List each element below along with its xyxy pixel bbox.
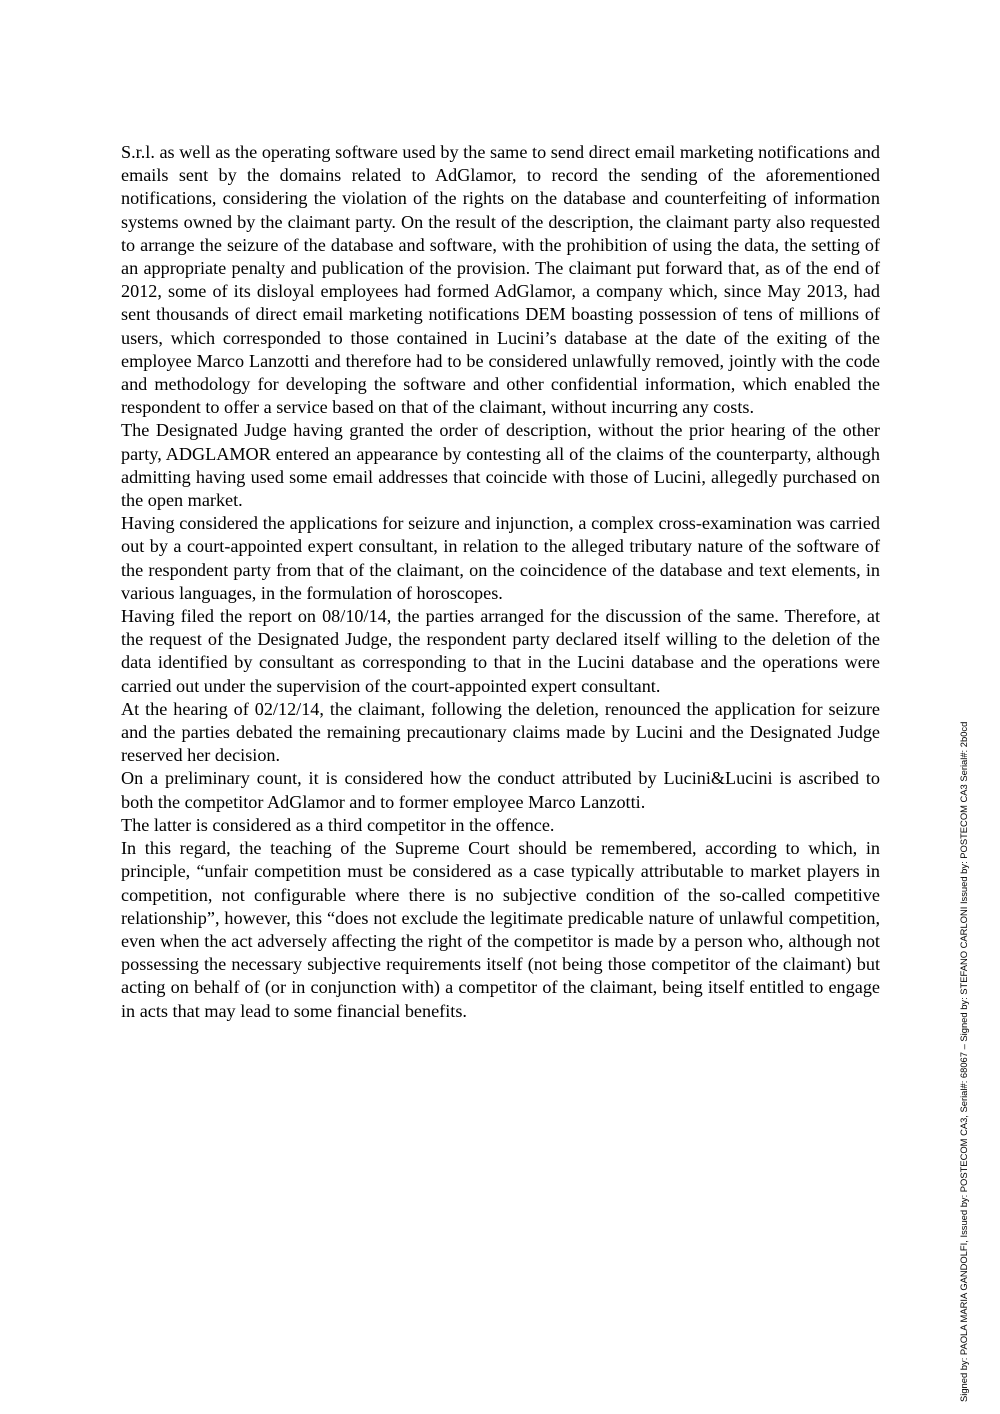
paragraph-order-of-description: The Designated Judge having granted the order of description, without the prior hearing of the other party, ADGLAMOR entered an appearance by contesting all of the claims of the counterparty, although admitting having used some email addresses that coincide with those of Lucini, allegedly purchased on the open market. [121, 420, 880, 511]
document-body [121, 141, 880, 1023]
paragraph-supreme-court: In this regard, the teaching of the Supreme Court should be remembered, according to which, in principle, “unfair competition must be considered as a case typically attributable to market players in competition, not configurable where there is no subjective condition of the so-called competitive relationship”, however, this “does not exclude the legitimate predicable nature of unlawful competition, even when the act adversely affecting the right of the competitor is made by a person who, although not possessing the necessary subjective requirements itself (not being those competitor of the claimant) but acting on behalf of (or in conjunction with) a competitor of the claimant, being itself entitled to engage in acts that may lead to some financial benefits. [121, 838, 880, 1021]
paragraph-preliminary-count: On a preliminary count, it is considered how the conduct attributed by Lucini&Lucini is ascribed to both the competitor AdGlamor and to former employee Marco Lanzotti. [121, 768, 880, 812]
digital-signature-stamp: Signed by: PAOLA MARIA GANDOLFI, Issued by: POSTECOM CA3, Serial#: 68067 – Signed by: STEFANO CARLONI Issued by: POSTECOM CA3 Serial#: 2b0cd [958, 721, 969, 1402]
paragraph-hearing: At the hearing of 02/12/14, the claimant, following the deletion, renounced the application for seizure and the parties debated the remaining precautionary claims made by Lucini and the Designated Judge reserved her decision. [121, 698, 880, 766]
paragraph-report-filed: Having filed the report on 08/10/14, the parties arranged for the discussion of the same. Therefore, at the request of the Designated Judge, the respondent party declared itself willing to the deletion of the data identified by consultant as corresponding to that in the Lucini database and the operations were carried out under the supervision of the court-appointed expert consultant. [121, 606, 880, 696]
paragraph-seizure-request: S.r.l. as well as the operating software used by the same to send direct email marketing notifications and emails sent by the domains related to AdGlamor, to record the sending of the aforementioned notifications, considering the violation of the rights on the database and counterfeiting of information systems owned by the claimant party. On the result of the description, the claimant party also requested to arrange the seizure of the database and software, with the prohibition of using the data, the setting of an appropriate penalty and publication of the provision. The claimant put forward that, as of the end of 2012, some of its disloyal employees had formed AdGlamor, a company which, since May 2013, had sent thousands of direct email marketing notifications DEM boasting possession of tens of millions of users, which corresponded to those contained in Lucini’s database at the date of the exiting of the employee Marco Lanzotti and therefore had to be considered unlawfully removed, jointly with the code and methodology for developing the software and other confidential information, which enabled the respondent to offer a service based on that of the claimant, without incurring any costs. [121, 142, 880, 418]
paragraph-cross-examination: Having considered the applications for seizure and injunction, a complex cross-examination was carried out by a court-appointed expert consultant, in relation to the alleged tributary nature of the software of the respondent party from that of the claimant, on the coincidence of the database and text elements, in various languages, in the formulation of horoscopes. [121, 513, 880, 603]
paragraph-third-competitor: The latter is considered as a third competitor in the offence. [121, 814, 555, 835]
